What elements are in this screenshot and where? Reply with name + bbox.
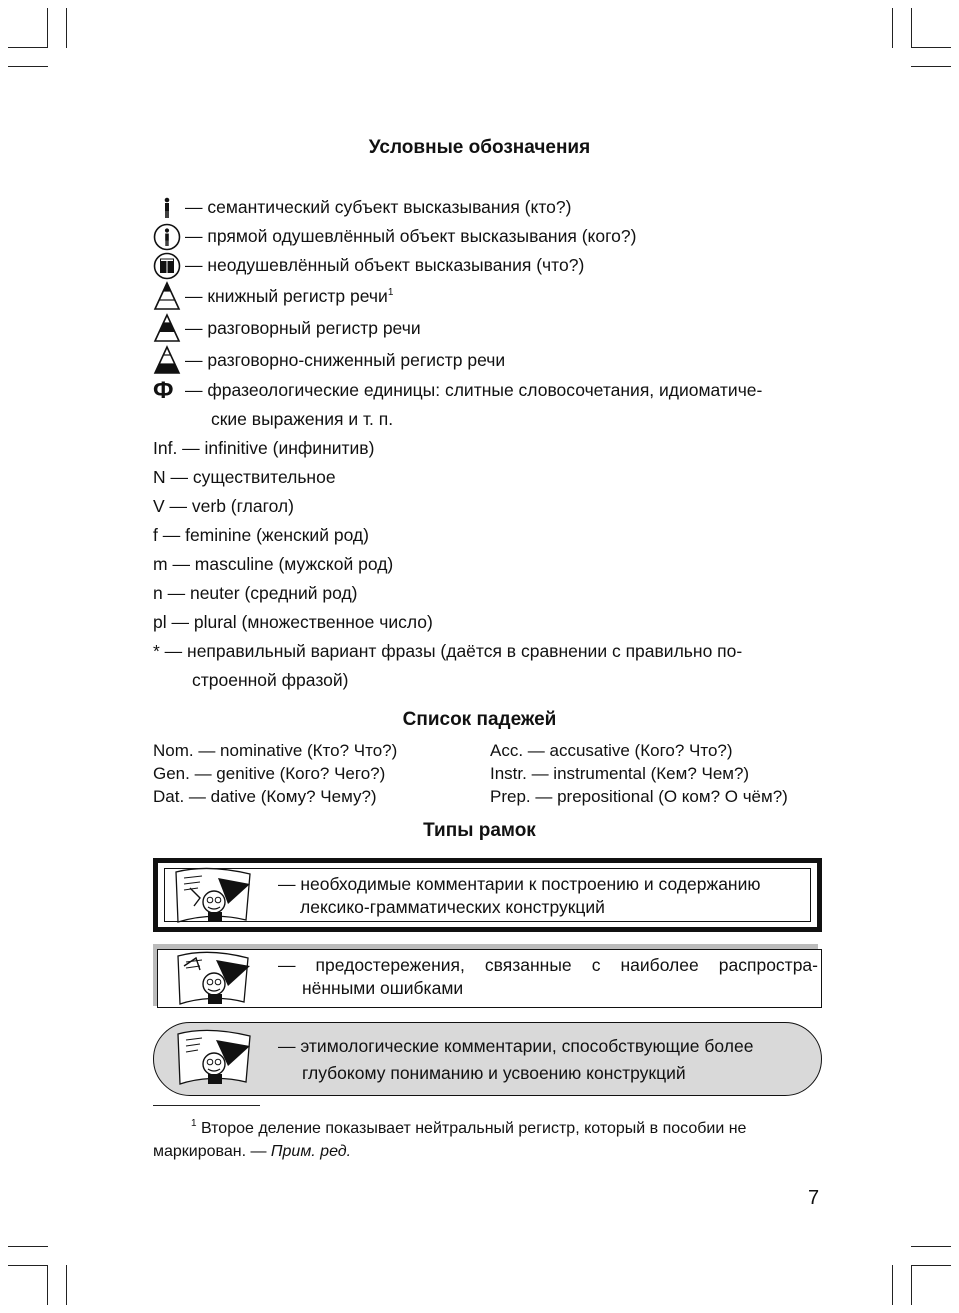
crop-mark xyxy=(66,1265,67,1305)
crop-mark xyxy=(892,1265,893,1305)
person-in-circle-icon xyxy=(153,223,183,251)
footnote xyxy=(153,1112,823,1163)
crop-mark xyxy=(892,8,893,48)
legend-item xyxy=(153,280,823,312)
case-row xyxy=(153,762,823,785)
abbreviation: m — masculine (мужской род) xyxy=(153,554,394,574)
case-right: Prep. — prepositional (О ком? О чём?) xyxy=(490,787,788,806)
legend-text: — фразеологические единицы: слитные словосочетания, идиоматиче- xyxy=(185,380,763,400)
cartoon-character-icon xyxy=(170,948,262,1010)
legend-item xyxy=(153,376,823,405)
legend-text: — разговорный регистр речи xyxy=(185,317,421,338)
crop-mark xyxy=(911,47,951,48)
asterisk-note: * — неправильный вариант фразы (даётся в сравнении с правильно по- xyxy=(153,641,743,661)
abbreviation: n — neuter (средний род) xyxy=(153,583,358,603)
crop-mark xyxy=(8,47,48,48)
frame-line: — этимологические комментарии, способствующие более xyxy=(278,1036,754,1056)
crop-mark xyxy=(911,1265,912,1305)
footnote-rule xyxy=(153,1105,260,1106)
case-left: Gen. — genitive (Кого? Чего?) xyxy=(153,764,386,783)
crop-mark xyxy=(47,8,48,48)
footnote-mark: 1 xyxy=(191,1118,197,1129)
pyramid-top-icon xyxy=(153,281,183,311)
pyramid-middle-icon xyxy=(153,313,183,343)
legend-text: — книжный регистр речи xyxy=(185,285,388,306)
footnote-ref: 1 xyxy=(387,286,394,298)
legend-item xyxy=(153,312,823,344)
case-row xyxy=(153,785,823,808)
frame-text xyxy=(278,954,818,1000)
crop-mark xyxy=(8,66,48,67)
book-in-circle-icon xyxy=(153,252,183,280)
abbreviation: f — feminine (женский род) xyxy=(153,525,369,545)
cartoon-character-icon xyxy=(170,864,262,928)
legend-item xyxy=(153,193,823,222)
frame-line: — предостережения, связанные с наиболее распростра- xyxy=(278,955,818,975)
frame-line: лексико-грамматических конструкций xyxy=(300,897,605,917)
frame-line: нёнными ошибками xyxy=(302,978,464,998)
legend-list xyxy=(153,193,823,695)
legend-item xyxy=(153,251,823,280)
legend-text: — разговорно-сниженный регистр речи xyxy=(185,349,506,370)
crop-mark xyxy=(911,1265,951,1266)
legend-text-continuation: ские выражения и т. п. xyxy=(211,409,394,429)
person-icon xyxy=(153,196,181,220)
footnote-text: Второе деление показывает нейтральный регистр, который в пособии не xyxy=(196,1120,747,1137)
legend-text: — неодушевлённый объект высказывания (что?) xyxy=(185,255,585,275)
frame-line: — необходимые комментарии к построению и содержанию xyxy=(278,874,761,894)
crop-mark xyxy=(911,1246,951,1247)
case-row xyxy=(153,739,823,762)
abbreviation: pl — plural (множественное число) xyxy=(153,612,433,632)
crop-mark xyxy=(66,8,67,48)
cases-title: Список падежей xyxy=(402,709,557,730)
page-number: 7 xyxy=(808,1187,820,1209)
legend-text: — семантический субъект высказывания (кто?) xyxy=(185,197,572,217)
abbreviation: Inf. — infinitive (инфинитив) xyxy=(153,438,375,458)
cases-table xyxy=(153,739,823,808)
frame-text xyxy=(278,1033,808,1087)
crop-mark xyxy=(911,8,912,48)
asterisk-note-continuation: строенной фразой) xyxy=(192,670,349,690)
editor-note: Прим. ред. xyxy=(270,1143,352,1160)
case-right: Instr. — instrumental (Кем? Чем?) xyxy=(490,764,750,783)
frame-line: глубокому пониманию и усвоению конструкций xyxy=(302,1063,686,1083)
case-left: Dat. — dative (Кому? Чему?) xyxy=(153,787,377,806)
legend-text: — прямой одушевлённый объект высказывания (кого?) xyxy=(185,226,637,246)
footnote-text: маркирован. — xyxy=(153,1143,271,1160)
crop-mark xyxy=(8,1246,48,1247)
abbreviation: N — существительное xyxy=(153,467,336,487)
legend-item xyxy=(153,344,823,376)
frames-title: Типы рамок xyxy=(423,820,536,841)
page-title: Условные обозначения xyxy=(368,137,591,158)
cartoon-character-icon xyxy=(170,1026,262,1090)
crop-mark xyxy=(8,1265,48,1266)
crop-mark xyxy=(47,1265,48,1305)
legend-item xyxy=(153,222,823,251)
pyramid-bottom-icon xyxy=(153,345,183,375)
case-right: Acc. — accusative (Кого? Что?) xyxy=(490,741,733,760)
phi-icon: Ф xyxy=(153,376,174,404)
crop-mark xyxy=(911,66,951,67)
frame-text xyxy=(278,873,818,919)
case-left: Nom. — nominative (Кто? Что?) xyxy=(153,741,398,760)
abbreviation: V — verb (глагол) xyxy=(153,496,294,516)
